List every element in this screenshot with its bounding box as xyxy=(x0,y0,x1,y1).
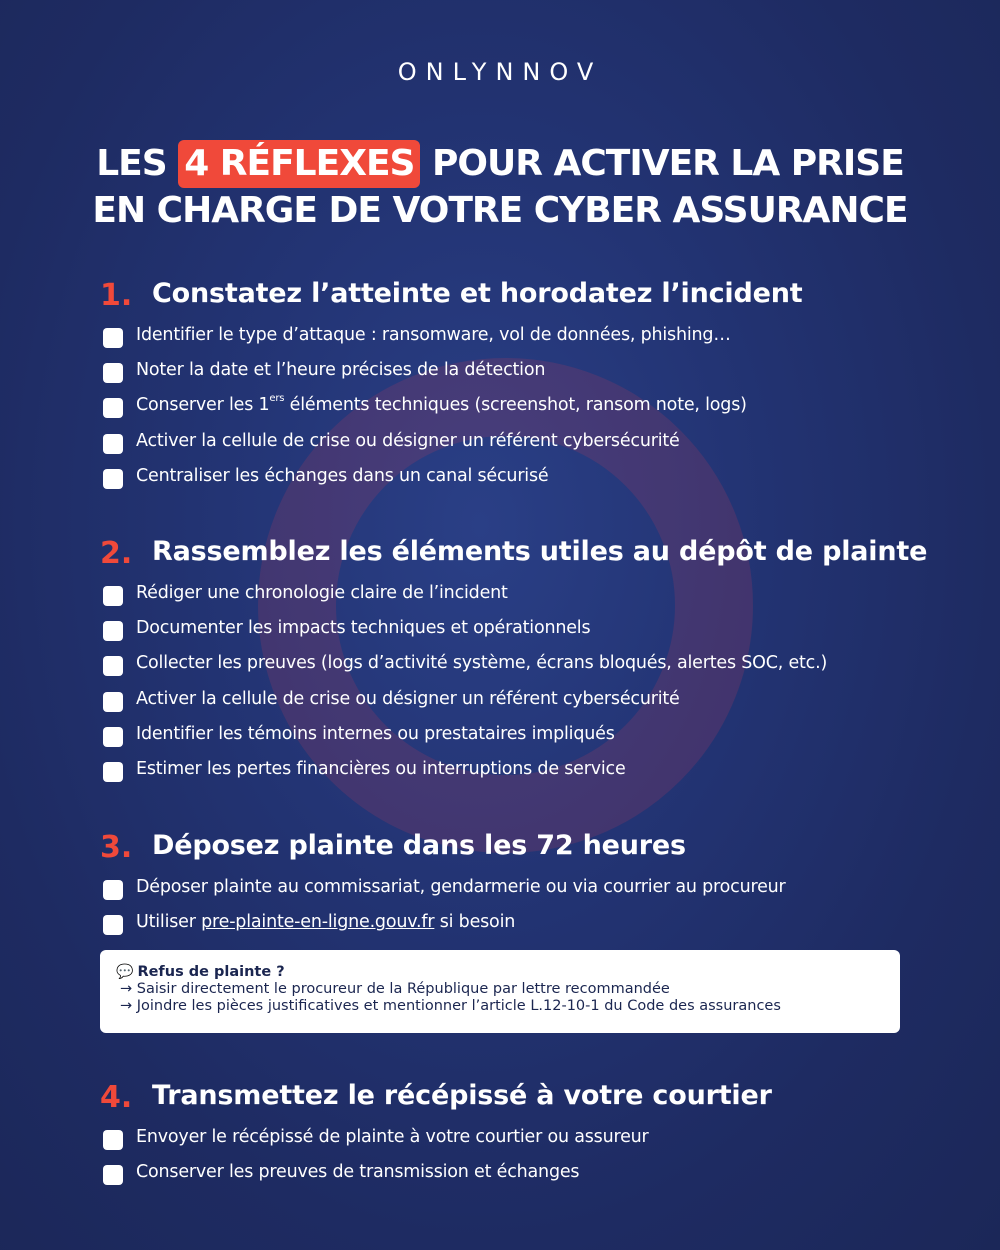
page-title xyxy=(0,140,1000,234)
headline-line-1 xyxy=(0,140,1000,188)
section-heading xyxy=(100,830,920,876)
checklist-item-label: Déposer plainte au commissariat, gendarmerie ou via courrier au procureur xyxy=(136,877,786,897)
checklist-item xyxy=(100,359,920,394)
checkbox[interactable] xyxy=(103,586,123,606)
section-number: 1. xyxy=(100,278,133,313)
section-title: Constatez l’atteinte et horodatez l’incident xyxy=(152,278,803,309)
section-1 xyxy=(100,278,920,500)
note-title-row xyxy=(116,964,884,981)
section-number: 4. xyxy=(100,1080,133,1115)
checklist-item-label: Rédiger une chronologie claire de l’incident xyxy=(136,583,508,603)
checkbox[interactable] xyxy=(103,692,123,712)
section-heading xyxy=(100,536,928,582)
checkbox[interactable] xyxy=(103,434,123,454)
headline-post: POUR ACTIVER LA PRISE xyxy=(420,143,904,184)
checklist-item xyxy=(100,465,920,500)
checklist-item xyxy=(100,1161,920,1196)
checkbox[interactable] xyxy=(103,762,123,782)
headline-pre: LES xyxy=(96,143,179,184)
checklist-item-label: Identifier les témoins internes ou prestataires impliqués xyxy=(136,723,615,744)
speech-bubble-icon: 💬 xyxy=(116,964,134,980)
section-title: Transmettez le récépissé à votre courtier xyxy=(152,1080,772,1111)
checklist-item-label: Activer la cellule de crise ou désigner un référent cybersécurité xyxy=(136,688,680,709)
headline-line-2: EN CHARGE DE VOTRE CYBER ASSURANCE xyxy=(92,190,908,231)
note-line: → Joindre les pièces justificatives et mentionner l’article L.12-10-1 du Code des assurances xyxy=(120,998,781,1014)
checklist-item xyxy=(100,911,920,946)
checklist-item xyxy=(100,688,920,723)
checklist-item xyxy=(100,430,920,465)
checkbox[interactable] xyxy=(103,1165,123,1185)
checkbox[interactable] xyxy=(103,621,123,641)
checklist-item xyxy=(100,582,920,617)
checkbox[interactable] xyxy=(103,363,123,383)
checklist-item-label: Conserver les 1ers éléments techniques (screenshot, ransom note, logs) xyxy=(136,393,747,416)
checklist-item-label: Collecter les preuves (logs d’activité système, écrans bloqués, alertes SOC, etc.) xyxy=(136,653,828,674)
checkbox[interactable] xyxy=(103,398,123,418)
checkbox[interactable] xyxy=(103,656,123,676)
section-number: 2. xyxy=(100,536,133,571)
section-3 xyxy=(100,830,920,946)
checkbox[interactable] xyxy=(103,1130,123,1150)
section-title: Déposez plainte dans les 72 heures xyxy=(152,830,686,861)
section-title: Rassemblez les éléments utiles au dépôt de plainte xyxy=(152,536,928,567)
checklist-item-label: Utiliser pre-plainte-en-ligne.gouv.fr si besoin xyxy=(136,912,516,933)
checkbox[interactable] xyxy=(103,727,123,747)
checkbox[interactable] xyxy=(103,915,123,935)
checklist-item xyxy=(100,324,920,359)
checklist-item xyxy=(100,652,920,687)
checklist-item-label: Identifier le type d’attaque : ransomware, vol de données, phishing… xyxy=(136,325,731,345)
checklist-item xyxy=(100,876,920,911)
section-2 xyxy=(100,536,928,793)
checklist-item-label: Activer la cellule de crise ou désigner un référent cybersécurité xyxy=(136,430,680,451)
note-line: → Saisir directement le procureur de la République par lettre recommandée xyxy=(120,981,670,997)
checklist-item xyxy=(100,723,920,758)
checkbox[interactable] xyxy=(103,469,123,489)
headline-highlight: 4 RÉFLEXES xyxy=(178,140,420,188)
section-heading xyxy=(100,1080,920,1126)
info-note xyxy=(100,950,900,1033)
checkbox[interactable] xyxy=(103,880,123,900)
checklist-item xyxy=(100,394,920,429)
checklist-item xyxy=(100,758,920,793)
section-heading xyxy=(100,278,920,324)
pre-plainte-link[interactable]: pre-plainte-en-ligne.gouv.fr xyxy=(201,912,435,933)
checklist-item xyxy=(100,1126,920,1161)
checklist-item-label: Envoyer le récépissé de plainte à votre courtier ou assureur xyxy=(136,1127,649,1147)
checklist-item xyxy=(100,617,920,652)
section-4 xyxy=(100,1080,920,1196)
checklist-item-label: Noter la date et l’heure précises de la détection xyxy=(136,360,546,381)
section-number: 3. xyxy=(100,830,133,865)
note-title: Refus de plainte ? xyxy=(137,964,285,980)
brand-logo: ONLYNNOV xyxy=(397,58,603,86)
checklist-item-label: Centraliser les échanges dans un canal sécurisé xyxy=(136,465,549,486)
checklist-item-label: Estimer les pertes financières ou interruptions de service xyxy=(136,758,626,779)
checklist-item-label: Conserver les preuves de transmission et échanges xyxy=(136,1162,580,1183)
checkbox[interactable] xyxy=(103,328,123,348)
checklist-item-label: Documenter les impacts techniques et opérationnels xyxy=(136,618,591,639)
